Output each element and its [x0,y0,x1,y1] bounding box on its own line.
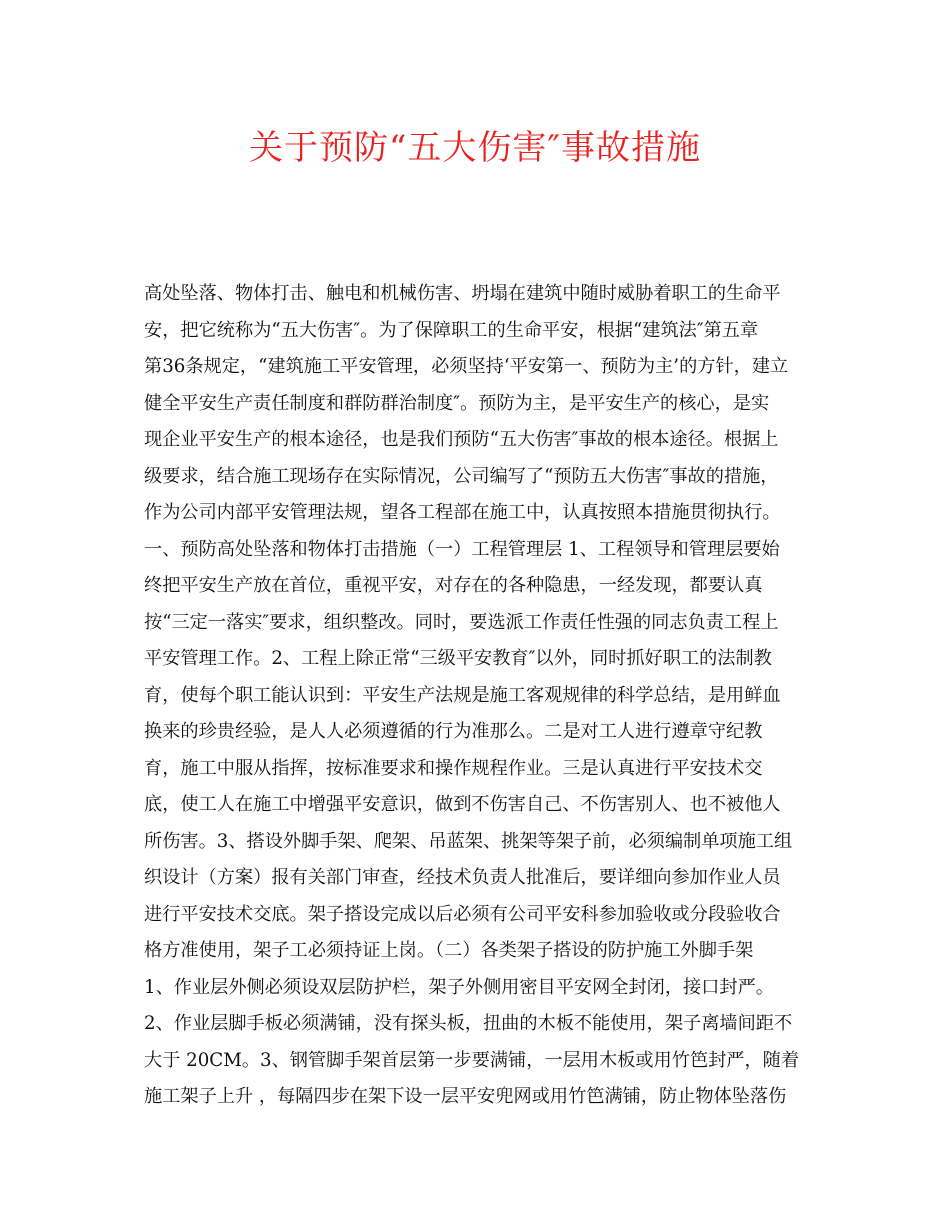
body-line: 高处坠落、物体打击、触电和机械伤害、坍塌在建筑中随时威胁着职工的生命平 [144,283,781,304]
body-line: 健全平安生产责任制度和群防群治制度″。预防为主，是平安生产的核心，是实 [144,392,770,414]
document-body [144,276,824,1116]
body-line: 现企业平安生产的根本途径，也是我们预防“五大伤害″事故的根本途径。根据上 [144,429,779,450]
body-line: 进行平安技术交底。架子搭设完成以后必须有公司平安科参加验收或分段验收合 [144,903,781,925]
body-line: 换来的珍贵经验，是人人必须遵循的行为准那么。二是对工人进行遵章守纪教 [144,721,763,742]
body-line: 所伤害。3、搭设外脚手架、爬架、吊蓝架、挑架等架子前，必须编制单项施工组 [144,830,793,852]
body-line: 按“三定一落实″要求，组织整改。同时，要选派工作责任性强的同志负责工程上 [144,611,779,633]
body-line: 第36条规定，“建筑施工平安管理，必须坚持‘平安第一、预防为主’的方针，建立 [144,356,789,377]
body-line: 级要求，结合施工现场存在实际情况，公司编写了“预防五大伤害″事故的措施， [144,465,779,487]
body-line: 育，施工中服从指挥，按标准要求和操作规程作业。三是认真进行平安技术交 [144,757,763,779]
body-line: 施工架子上升 ，每隔四步在架下设一层平安兜网或用竹笆满铺，防止物体坠落伤 [144,1086,787,1107]
document-title: 关于预防“五大伤害″事故措施 [248,128,702,168]
body-line: 2、作业层脚手板必须满铺，没有探头板，扭曲的木板不能使用，架子离墙间距不 [144,1013,793,1034]
body-line: 1、作业层外侧必须设双层防护栏，架子外侧用密目平安网全封闭，接口封严。 [144,976,774,998]
body-line: 大于 20CM。3、钢管脚手架首层第一步要满铺，一层用木板或用竹笆封严，随着 [144,1049,800,1071]
body-line: 平安管理工作。2、工程上除正常“三级平安教育″以外，同时抓好职工的法制教 [144,648,772,669]
body-line: 格方准使用，架子工必须持证上岗。（二）各类架子搭设的防护施工外脚手架 [144,940,754,961]
body-line: 织设计（方案）报有关部门审查，经技术负责人批准后，要详细向参加作业人员 [144,867,781,888]
body-line: 育，使每个职工能认识到：平安生产法规是施工客观规律的科学总结，是用鲜血 [144,684,781,706]
body-line: 作为公司内部平安管理法规，望各工程部在施工中，认真按照本措施贯彻执行。 [144,502,781,523]
body-line: 安，把它统称为“五大伤害″。为了保障职工的生命平安，根据“建筑法″第五章 [144,319,759,341]
body-line: 一、预防高处坠落和物体打击措施（一）工程管理层 1、工程领导和管理层要始 [144,538,780,560]
body-line: 终把平安生产放在首位，重视平安，对存在的各种隐患，一经发现，都要认真 [144,575,763,596]
body-line: 底，使工人在施工中增强平安意识，做到不伤害自己、不伤害别人、也不被他人 [144,794,781,815]
